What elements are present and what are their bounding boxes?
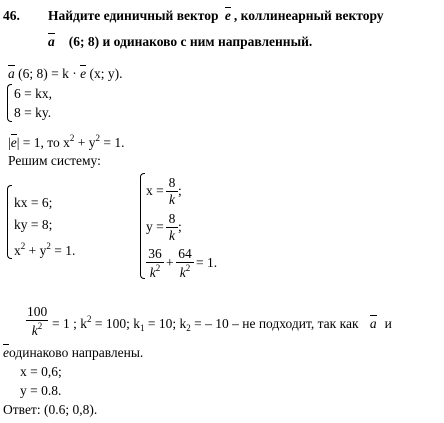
system-brace (7, 84, 12, 122)
problem-text-line2: a (6; 8) и одинаково с ним направленный. (48, 34, 313, 49)
final-equation: = 1 ; $k^2 = 100$; $k_1 = 10$; $k_2$ = – 10 – не подходит, так как a и (52, 314, 392, 333)
x-result: x = 0,6; (20, 364, 62, 379)
y-result: y = 0.8. (20, 383, 62, 398)
system2-eq2: ky = 8; (14, 217, 53, 232)
fraction-8-over-k: $\frac{8}{k}$ (166, 212, 178, 242)
solve-label: Решим систему: (8, 153, 101, 168)
system1-eq2: 8 = ky. (14, 105, 52, 120)
system2-eq1: kx = 6; (14, 195, 53, 210)
problem-text-line1: Найдите единичный вектор e , коллинеарный вектору (48, 8, 384, 23)
fraction-36-over-k2: $\frac{36}{k^2}$ (146, 247, 164, 279)
answer: Ответ: (0.6; 0,8). (3, 402, 98, 417)
system-brace (140, 173, 145, 279)
problem-number: 46. (3, 8, 20, 23)
system2-eq3: $x^2 + y^2 = 1$. (14, 241, 76, 258)
fraction-100-over-k2: $\frac{100}{k^2}$ (27, 304, 48, 338)
collinear-equation: a (6; 8) = k · e (x; y). (8, 66, 123, 81)
fraction-8-over-k: $\frac{8}{k}$ (166, 176, 178, 206)
system3-x-label: x = (146, 183, 164, 198)
fraction-64-over-k2: $\frac{64}{k^2}$ (176, 247, 194, 279)
directed-line: eодинаково направлены. (3, 345, 144, 360)
system1-eq1: 6 = kx, (14, 86, 52, 101)
vector-e: e (224, 8, 231, 23)
unit-length-equation: |e| = 1, то $x^2 + y^2 = 1$. (8, 133, 125, 150)
system-brace (7, 185, 12, 259)
system3-y-label: y = (146, 219, 164, 234)
vector-a: a (48, 34, 55, 49)
